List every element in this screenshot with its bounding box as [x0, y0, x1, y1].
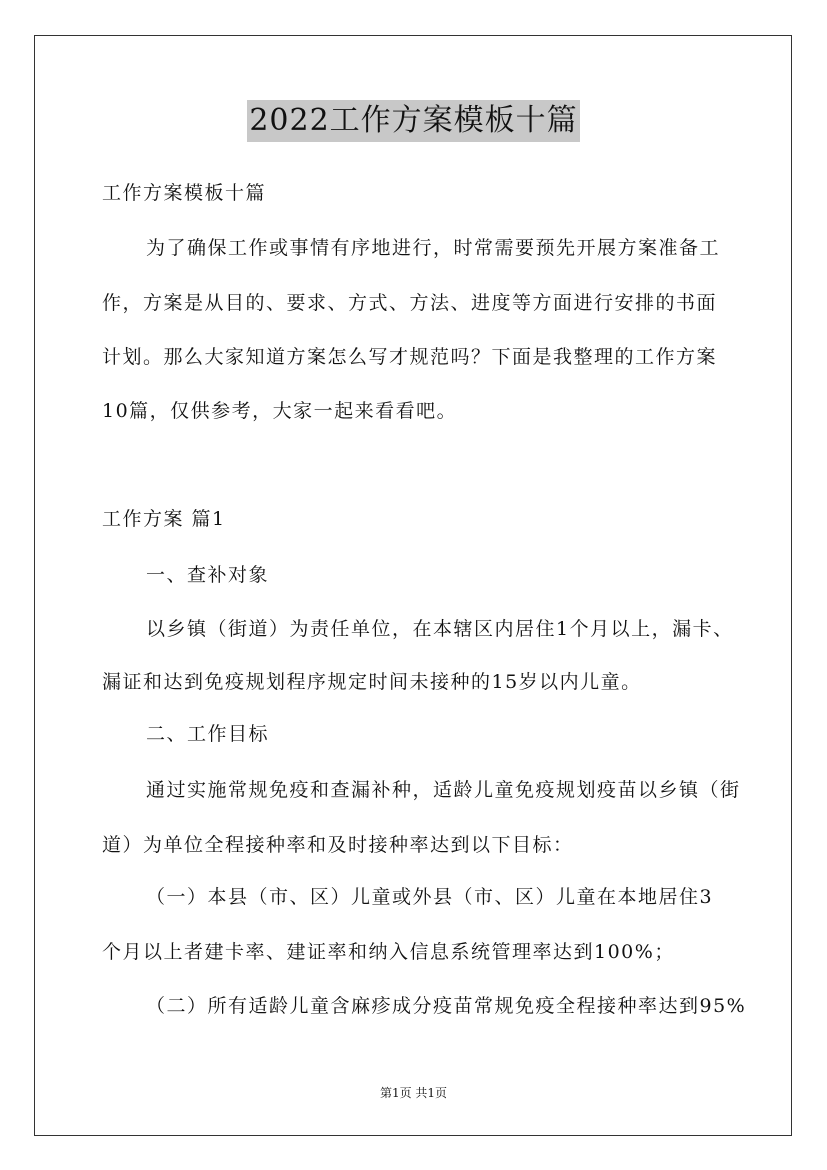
page-footer: 第1页 共1页 [379, 1086, 448, 1100]
intro-line: 计划。那么大家知道方案怎么写才规范吗？下面是我整理的工作方案 [102, 346, 718, 368]
document-title: 2022工作方案模板十篇 [247, 100, 579, 142]
body-line: 漏证和达到免疫规划程序规定时间未接种的15岁以内儿童。 [102, 671, 642, 693]
document-title-wrap [0, 100, 827, 142]
body-line: 个月以上者建卡率、建证率和纳入信息系统管理率达到100%； [102, 941, 675, 963]
section-item-heading: 一、查补对象 [146, 564, 270, 586]
body-line: （一）本县（市、区）儿童或外县（市、区）儿童在本地居住3 [146, 886, 714, 908]
body-line: （二）所有适龄儿童含麻疹成分疫苗常规免疫全程接种率达到95% [146, 995, 747, 1017]
intro-line: 为了确保工作或事情有序地进行，时常需要预先开展方案准备工 [146, 237, 721, 259]
intro-line: 作，方案是从目的、要求、方式、方法、进度等方面进行安排的书面 [102, 292, 718, 314]
body-line: 通过实施常规免疫和查漏补种，适龄儿童免疫规划疫苗以乡镇（街 [146, 779, 741, 801]
document-subtitle: 工作方案模板十篇 [102, 182, 267, 204]
body-line: 道）为单位全程接种率和及时接种率达到以下目标： [102, 834, 574, 856]
section-item-heading: 二、工作目标 [146, 723, 270, 745]
intro-line: 10篇，仅供参考，大家一起来看看吧。 [102, 400, 458, 422]
section-heading: 工作方案 篇1 [102, 508, 226, 530]
body-line: 以乡镇（街道）为责任单位，在本辖区内居住1个月以上，漏卡、 [146, 618, 734, 640]
